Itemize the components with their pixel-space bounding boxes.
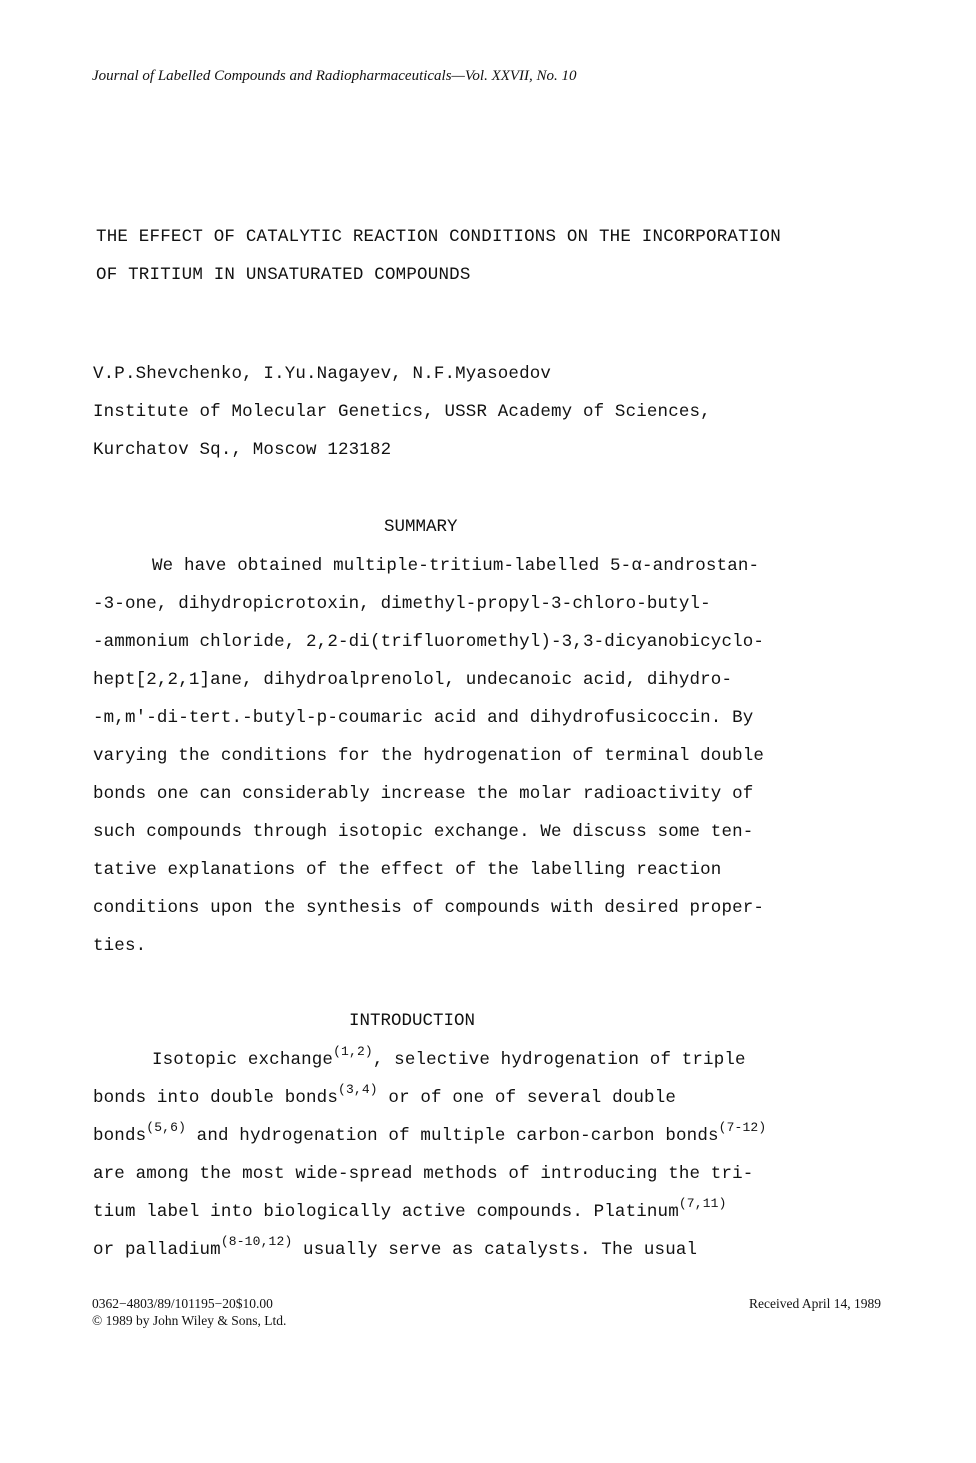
summary-line: -ammonium chloride, 2,2-di(trifluoromethyl)-3,3-dicyanobicyclo- xyxy=(93,632,765,652)
intro-text: and hydrogenation of multiple carbon-carbon bonds xyxy=(186,1126,719,1146)
intro-line-3 xyxy=(93,1120,767,1146)
intro-text: bonds xyxy=(93,1126,147,1146)
summary-line: ties. xyxy=(93,936,147,956)
intro-line-6 xyxy=(93,1234,698,1260)
intro-text: usually serve as catalysts. The usual xyxy=(292,1240,698,1260)
summary-line: such compounds through isotopic exchange. We discuss some ten- xyxy=(93,822,754,842)
intro-line-1 xyxy=(152,1044,746,1070)
intro-text: tium label into biologically active compounds. Platinum xyxy=(93,1202,679,1222)
intro-line-2 xyxy=(93,1082,677,1108)
copyright-notice: © 1989 by John Wiley & Sons, Ltd. xyxy=(92,1313,287,1328)
summary-line: We have obtained multiple-tritium-labelled 5-α-androstan- xyxy=(152,556,760,576)
citation-superscript: (3,4) xyxy=(338,1082,378,1097)
citation-superscript: (5,6) xyxy=(146,1120,187,1135)
summary-heading: SUMMARY xyxy=(384,517,458,537)
citation-superscript: (7,11) xyxy=(678,1196,727,1211)
intro-text: , selective hydrogenation of triple xyxy=(372,1050,746,1070)
paper-title-line-2: OF TRITIUM IN UNSATURATED COMPOUNDS xyxy=(96,265,471,285)
author-address: Kurchatov Sq., Moscow 123182 xyxy=(93,440,392,460)
summary-line: hept[2,2,1]ane, dihydroalprenolol, undecanoic acid, dihydro- xyxy=(93,670,733,690)
article-code: 0362−4803/89/101195−20$10.00 xyxy=(92,1296,273,1311)
citation-superscript: (8-10,12) xyxy=(220,1234,293,1249)
journal-header: Journal of Labelled Compounds and Radiopharmaceuticals—Vol. XXVII, No. 10 xyxy=(92,68,577,84)
summary-line: bonds one can considerably increase the molar radioactivity of xyxy=(93,784,754,804)
intro-text: or palladium xyxy=(93,1240,221,1260)
summary-line: varying the conditions for the hydrogenation of terminal double xyxy=(93,746,765,766)
received-date: Received April 14, 1989 xyxy=(749,1296,881,1311)
introduction-heading: INTRODUCTION xyxy=(349,1011,476,1031)
summary-line: -3-one, dihydropicrotoxin, dimethyl-propyl-3-chloro-butyl- xyxy=(93,594,711,614)
intro-text: Isotopic exchange xyxy=(152,1050,334,1070)
summary-line: tative explanations of the effect of the labelling reaction xyxy=(93,860,722,880)
citation-superscript: (7-12) xyxy=(718,1120,767,1135)
citation-superscript: (1,2) xyxy=(333,1044,373,1059)
author-names: V.P.Shevchenko, I.Yu.Nagayev, N.F.Myasoedov xyxy=(93,364,552,384)
intro-text: or of one of several double xyxy=(377,1088,677,1108)
intro-line-4: are among the most wide-spread methods of introducing the tri- xyxy=(93,1164,754,1184)
summary-line: -m,m'-di-tert.-butyl-p-coumaric acid and dihydrofusicoccin. By xyxy=(93,708,754,728)
summary-line: conditions upon the synthesis of compounds with desired proper- xyxy=(93,898,765,918)
intro-line-5 xyxy=(93,1196,727,1222)
author-affiliation: Institute of Molecular Genetics, USSR Academy of Sciences, xyxy=(93,402,711,422)
intro-text: bonds into double bonds xyxy=(93,1088,338,1108)
paper-title-line-1: THE EFFECT OF CATALYTIC REACTION CONDITIONS ON THE INCORPORATION xyxy=(96,227,781,247)
